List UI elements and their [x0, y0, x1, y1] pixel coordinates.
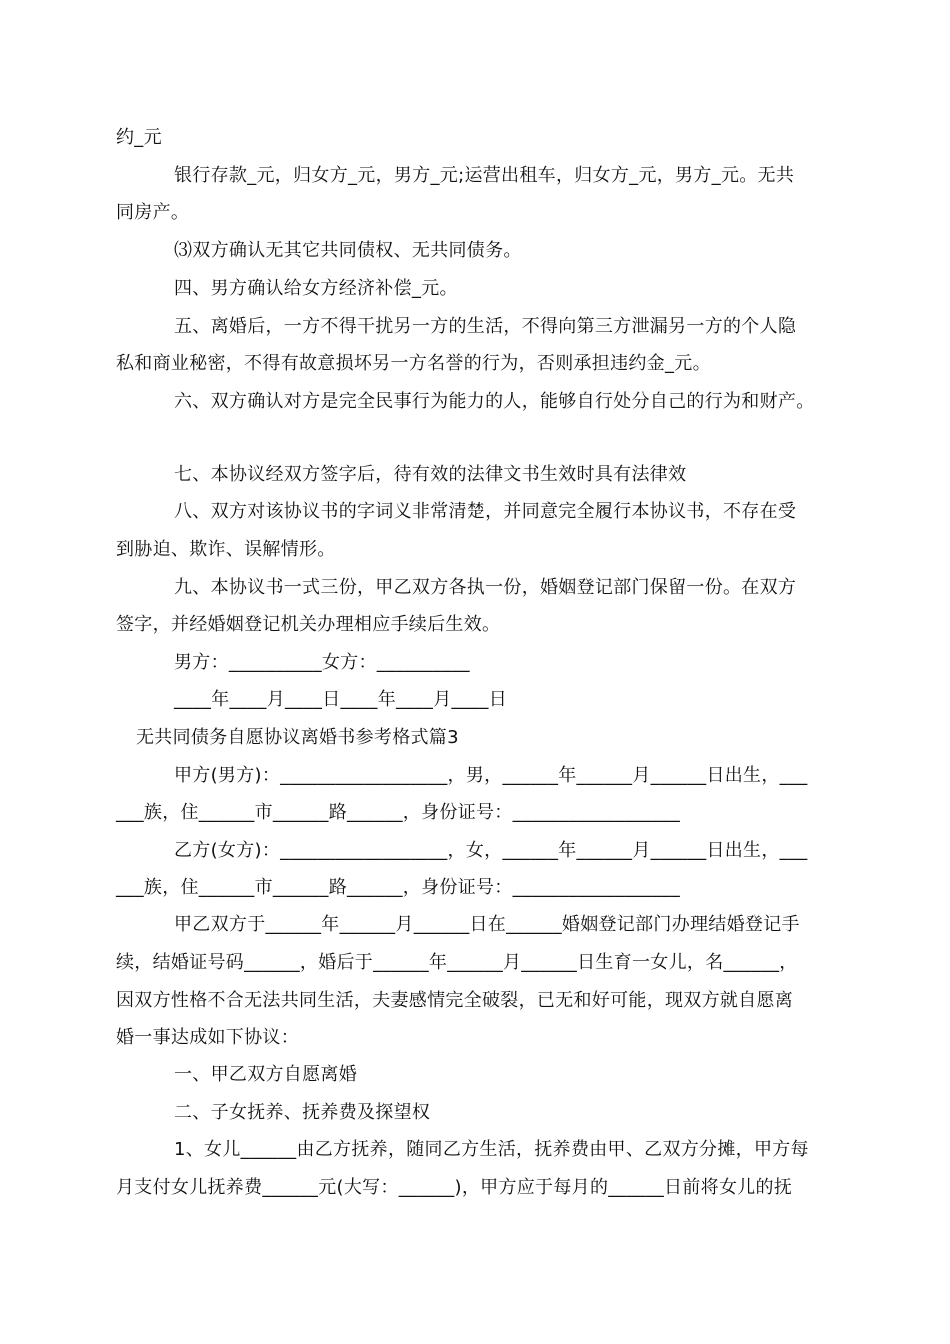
text-line: 五、离婚后，一方不得干扰另一方的生活，不得向第三方泄漏另一方的个人隐: [174, 316, 797, 337]
text-line: 七、本协议经双方签字后，待有效的法律文书生效时具有法律效: [174, 464, 687, 485]
text-line: 续，结婚证号码______，婚后于______年______月______日生育一女儿，名______，: [116, 952, 798, 973]
text-line: 1、女儿______由乙方抚养，随同乙方生活，抚养费由甲、乙双方分摊，甲方每: [174, 1139, 809, 1160]
text-line: 到胁迫、欺诈、误解情形。: [116, 539, 336, 560]
text-line: ___族，住______市______路______，身份证号：__________________: [116, 877, 680, 898]
text-line: ___族，住______市______路______，身份证号：__________________: [116, 802, 680, 823]
section-title: 无共同债务自愿协议离婚书参考格式篇3: [136, 727, 459, 748]
signature-line: 男方：__________女方：__________: [174, 652, 470, 673]
text-line: 九、本协议书一式三份，甲乙双方各执一份，婚姻登记部门保留一份。在双方: [174, 577, 797, 598]
text-line: 四、男方确认给女方经济补偿_元。: [174, 278, 458, 299]
text-line: 一、甲乙双方自愿离婚: [174, 1064, 357, 1085]
text-line: 签字，并经婚姻登记机关办理相应手续后生效。: [116, 614, 501, 635]
text-line: 甲方(男方)：__________________，男，______年______月______日出生，___: [174, 765, 808, 786]
text-line: 因双方性格不合无法共同生活，夫妻感情完全破裂，已无和好可能，现双方就自愿离: [116, 990, 794, 1011]
text-line: 月支付女儿抚养费______元(大写：______)，甲方应于每月的______日前将女儿的抚: [116, 1177, 793, 1198]
text-line: ⑶双方确认无其它共同债权、无共同债务。: [174, 240, 522, 261]
text-line: 银行存款_元，归女方_元，男方_元;运营出租车，归女方_元，男方_元。无共: [174, 165, 795, 186]
text-line: 约_元: [116, 127, 162, 148]
text-line: 乙方(女方)：__________________，女，______年______月______日出生，___: [174, 840, 808, 861]
text-line: 同房产。: [116, 202, 190, 223]
text-line: 私和商业秘密，不得有故意损坏另一方名誉的行为，否则承担违约金_元。: [116, 353, 711, 374]
text-line: 婚一事达成如下协议：: [116, 1027, 299, 1048]
text-line: 二、子女抚养、抚养费及探望权: [174, 1102, 431, 1123]
date-line: ____年____月____日____年____月____日: [174, 689, 507, 710]
text-line: 六、双方确认对方是完全民事行为能力的人，能够自行处分自己的行为和财产。: [174, 391, 815, 412]
text-line: 八、双方对该协议书的字词义非常清楚，并同意完全履行本协议书，不存在受: [174, 501, 797, 522]
text-line: 甲乙双方于______年______月______日在______婚姻登记部门办理结婚登记手: [174, 914, 800, 935]
